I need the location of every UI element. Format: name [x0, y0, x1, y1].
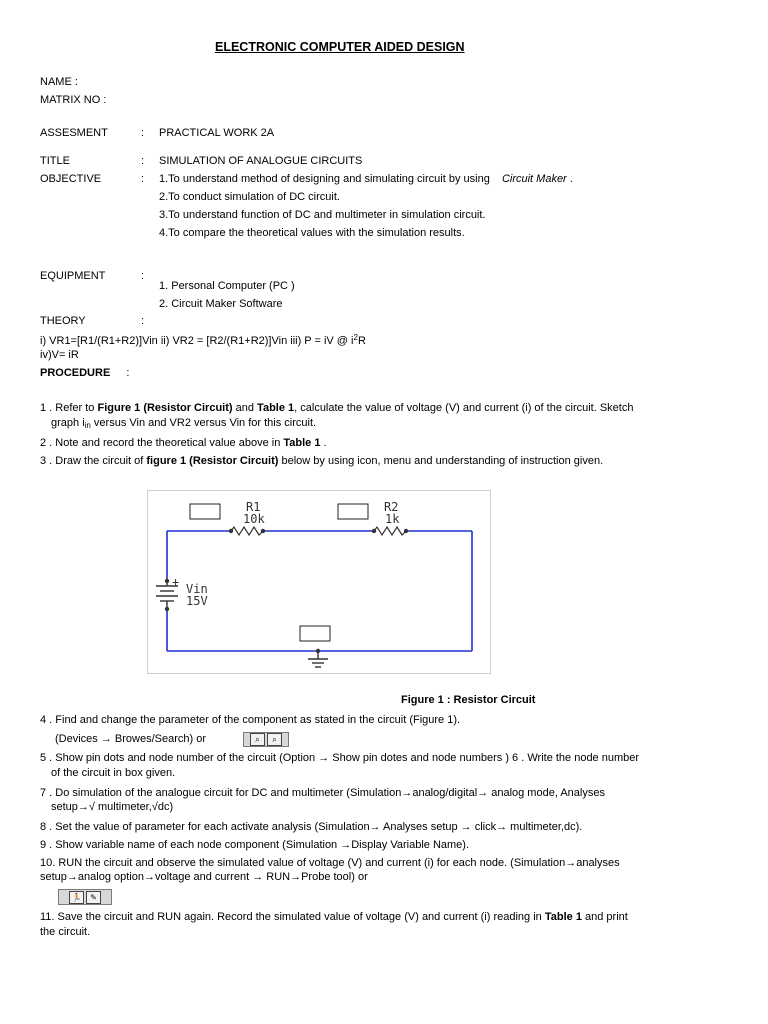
- procedure-step-10: 10. RUN the circuit and observe the simulated value of voltage (V) and current (i) for each node. (Simulation→analyses: [40, 857, 620, 869]
- assessment-value: PRACTICAL WORK 2A: [159, 127, 275, 139]
- step-text: versus Vin and VR2 versus Vin for this circuit.: [90, 417, 317, 429]
- node-number-box: [300, 626, 330, 641]
- pin-dot: [372, 529, 376, 533]
- name-label: NAME :: [40, 76, 78, 88]
- objective-1: [159, 173, 573, 185]
- table-reference: Table 1: [283, 437, 321, 449]
- objective-label: OBJECTIVE: [40, 173, 102, 185]
- objective-2: 2.To conduct simulation of DC circuit.: [159, 191, 340, 203]
- procedure-step-5: 5 . Show pin dots and node number of the circuit (Option → Show pin dotes and node numbers ) 6 . Write the node number: [40, 752, 640, 764]
- resistor-r1: [231, 527, 263, 535]
- step-text: and print: [585, 911, 628, 923]
- procedure-label: [40, 367, 129, 379]
- objective-1-end: .: [569, 173, 573, 185]
- colon: :: [141, 315, 145, 327]
- objective-1-text: 1.To understand method of designing and simulating circuit by using: [159, 173, 490, 185]
- procedure-step-1: [40, 400, 633, 417]
- procedure-step-11-cont: the circuit.: [40, 926, 91, 938]
- assessment-label: ASSESMENT: [40, 127, 108, 139]
- step-text: 3 . Draw the circuit of: [40, 455, 144, 467]
- procedure-step-9: 9 . Show variable name of each node component (Simulation →Display Variable Name).: [40, 839, 470, 851]
- pin-dot: [261, 529, 265, 533]
- binoculars-icon: ⌕: [250, 733, 265, 746]
- subscript: in: [84, 421, 91, 430]
- theory-formula-line-2: iv)V= iR: [40, 349, 79, 361]
- procedure-step-10-cont: setup→analog option→voltage and current → RUN→Probe tool) or: [40, 871, 368, 883]
- procedure-step-8: 8 . Set the value of parameter for each activate analysis (Simulation→ Analyses setup → click→ multimeter,dc).: [40, 821, 583, 833]
- theory-formula-line-1: [40, 333, 366, 347]
- objective-3: 3.To understand function of DC and multimeter in simulation circuit.: [159, 209, 486, 221]
- procedure-step-11: [40, 909, 628, 926]
- figure-reference: figure 1 (Resistor Circuit): [146, 455, 279, 467]
- colon: :: [141, 127, 145, 139]
- r2-name-label: R2: [384, 500, 399, 514]
- pin-dot: [404, 529, 408, 533]
- procedure-step-1-cont: [51, 417, 316, 430]
- figure-caption: Figure 1 : Resistor Circuit: [401, 694, 536, 706]
- procedure-step-7-cont: setup→√ multimeter,√dc): [51, 801, 174, 813]
- theory-superscript: 2: [353, 333, 358, 342]
- colon: :: [141, 155, 145, 167]
- pin-dot: [165, 579, 169, 583]
- objective-1-software: Circuit Maker: [501, 173, 567, 185]
- table-reference: Table 1: [257, 402, 295, 414]
- step-text: , calculate the value of voltage (V) and current (i) of the circuit. Sketch: [294, 402, 634, 414]
- node-number-box: [190, 504, 220, 519]
- theory-formula-end: R: [357, 335, 366, 347]
- theory-formulas: i) VR1=[R1/(R1+R2)]Vin ii) VR2 = [R2/(R1+R2)]Vin iii) P = iV @ i: [40, 335, 354, 347]
- resistor-r2: [374, 527, 406, 535]
- node-number-box: [338, 504, 368, 519]
- r1-name-label: R1: [246, 500, 261, 514]
- colon: :: [126, 367, 130, 379]
- matrix-no-label: MATRIX NO :: [40, 94, 107, 106]
- document-title: ELECTRONIC COMPUTER AIDED DESIGN: [215, 40, 465, 54]
- step-text: and: [235, 402, 254, 414]
- run-probe-toolbar-button[interactable]: [58, 889, 112, 905]
- procedure-step-7: 7 . Do simulation of the analogue circuit for DC and multimeter (Simulation→analog/digital→ analog mode, Analyses: [40, 787, 605, 799]
- r2-value-label: 1k: [385, 512, 400, 526]
- procedure-step-3: [40, 453, 603, 470]
- colon: :: [141, 173, 145, 185]
- procedure-step-2: [40, 435, 327, 452]
- step-text: below by using icon, menu and understanding of instruction given.: [281, 455, 604, 467]
- theory-label: THEORY: [40, 315, 86, 327]
- equipment-2: 2. Circuit Maker Software: [159, 298, 283, 310]
- step-text: 11. Save the circuit and RUN again. Record the simulated value of voltage (V) and current (i) reading in: [40, 911, 542, 923]
- title-value: SIMULATION OF ANALOGUE CIRCUITS: [159, 155, 363, 167]
- figure-reference: Figure 1 (Resistor Circuit): [97, 402, 233, 414]
- title-label: TITLE: [40, 155, 70, 167]
- table-reference: Table 1: [544, 911, 582, 923]
- search-toolbar-button[interactable]: [243, 732, 289, 747]
- objective-4: 4.To compare the theoretical values with the simulation results.: [159, 227, 465, 239]
- step-text: 1 . Refer to: [40, 402, 95, 414]
- step-text: 2 . Note and record the theoretical value above in: [40, 437, 281, 449]
- probe-icon: ✎: [86, 891, 101, 904]
- plus-sign: +: [172, 575, 180, 589]
- equipment-1: 1. Personal Computer (PC ): [159, 280, 295, 292]
- resistor-circuit-figure: [147, 490, 491, 674]
- procedure-step-4-menu: (Devices → Browes/Search) or: [55, 733, 206, 745]
- step-text: .: [323, 437, 327, 449]
- r1-value-label: 10k: [243, 512, 265, 526]
- pin-dot: [316, 649, 320, 653]
- equipment-label: EQUIPMENT: [40, 270, 106, 282]
- source-name-label: Vin: [186, 582, 208, 596]
- pin-dot: [165, 607, 169, 611]
- run-icon: 🏃: [69, 891, 84, 904]
- ground-symbol: [308, 651, 328, 667]
- source-value-label: 15V: [186, 594, 208, 608]
- step-text: graph i: [51, 417, 85, 429]
- procedure-label-text: PROCEDURE: [40, 367, 111, 379]
- procedure-step-5-cont: of the circuit in box given.: [51, 767, 176, 779]
- colon: :: [141, 270, 145, 282]
- circuit-diagram: [148, 491, 492, 675]
- binoculars-icon: ⌕: [267, 733, 282, 746]
- pin-dot: [229, 529, 233, 533]
- procedure-step-4: 4 . Find and change the parameter of the component as stated in the circuit (Figure 1).: [40, 714, 461, 726]
